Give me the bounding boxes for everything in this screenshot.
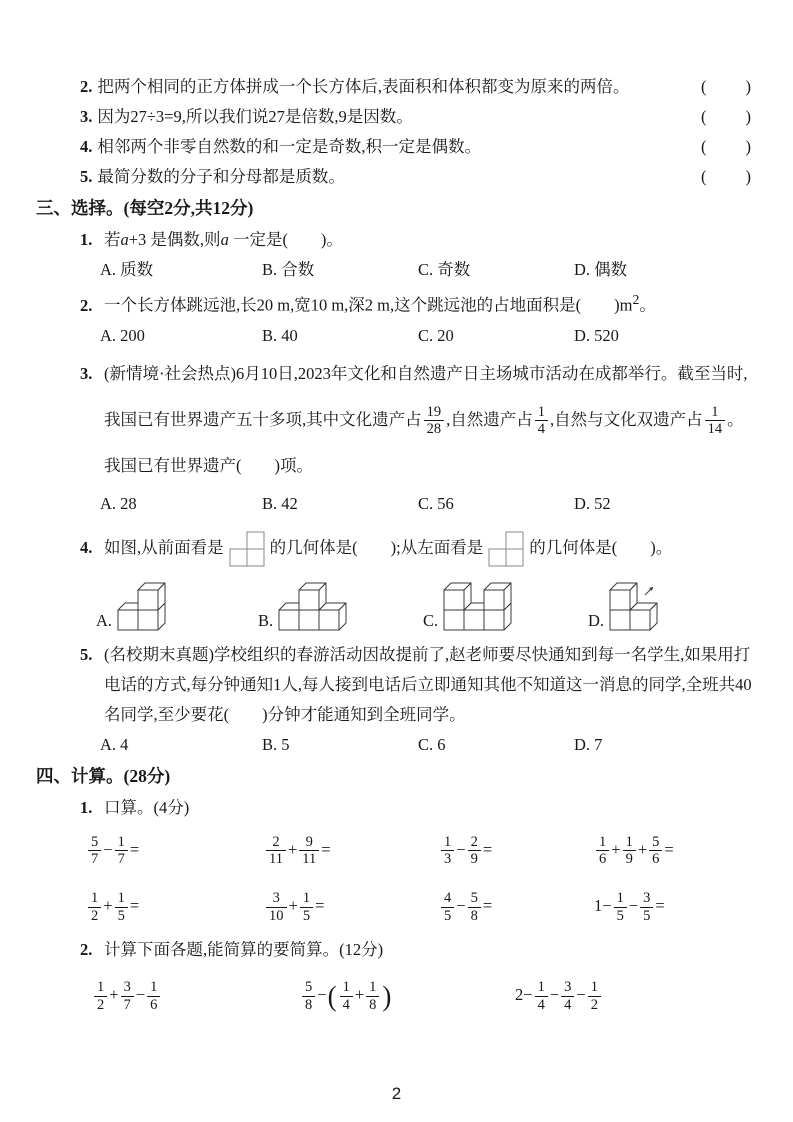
oral-calc-title — [36, 793, 753, 823]
question-text: (新情境·社会热点)6月10日,2023年文化和自然遗产日主场城市活动在成都举行。截至当时,我国已有世界遗产五十多项,其中文化遗产占 $\frac{19}{28}$ ,自然遗产占 $\frac{1}{4}$ ,自然与文化双遗产占 $\frac{1}{14}$ 。我国已有世界遗产( )项。 — [104, 363, 748, 475]
cube-figure — [116, 581, 167, 632]
choice-option: D. 偶数 — [574, 260, 628, 279]
item-number: 5. — [80, 167, 93, 186]
view-shape — [488, 531, 524, 567]
true-false-section — [36, 72, 753, 192]
item-text: 把两个相同的正方体拼成一个长方体后,表面积和体积都变为原来的两倍。 — [97, 77, 630, 96]
option-label: D. — [588, 610, 605, 630]
choice-option: A. 4 — [100, 734, 129, 754]
item-text: 相邻两个非零自然数的和一定是奇数,积一定是偶数。 — [97, 137, 481, 156]
true-false-item — [36, 72, 753, 102]
choice-option-figure — [96, 581, 258, 632]
calc-expression: $\frac{2}{11}$ + $\frac{9}{11}$ = — [264, 834, 439, 868]
choice-option: D. 52 — [574, 493, 611, 513]
choice-option: D. 520 — [574, 325, 619, 345]
calc-expression: $\frac{1}{6}$ + $\frac{1}{9}$ + $\frac{5}{6}$ = — [594, 834, 753, 868]
choice-option: C. 6 — [418, 734, 446, 754]
choice-option: A. 28 — [100, 493, 137, 513]
choice-question-1 — [36, 225, 753, 255]
calc-expression: $\frac{3}{10}$ + $\frac{1}{5}$ = — [264, 890, 439, 924]
choice-option: B. 40 — [262, 325, 298, 345]
calc-expression: $\frac{5}{8}$ −( $\frac{1}{4}$ + $\frac{1}{8}$ ) — [300, 979, 515, 1013]
answer-parentheses: ( ) — [701, 77, 753, 96]
choice-section-header: 三、选择。(每空2分,共12分) — [36, 198, 254, 218]
item-text: 最简分数的分子和分母都是质数。 — [97, 167, 345, 186]
cube-figure — [277, 581, 348, 632]
question-number: 5. — [80, 644, 93, 664]
question-text: 计算下面各题,能简算的要简算。(12分) — [104, 940, 384, 960]
oral-calc-row-2 — [86, 879, 753, 935]
calc-expression: $\frac{1}{2}$ + $\frac{1}{5}$ = — [86, 890, 264, 924]
question-number: 3. — [80, 363, 93, 383]
item-number: 3. — [80, 107, 93, 126]
simplify-calc-title — [36, 935, 753, 965]
question-text: 一个长方体跳远池,长20 m,宽10 m,深2 m,这个跳远池的占地面积是( )$m^2$。 — [104, 292, 656, 315]
item-number: 2. — [80, 77, 93, 96]
choice-question-2 — [36, 285, 753, 321]
choice-option: C. 20 — [418, 325, 454, 345]
choice-option: C. 56 — [418, 493, 454, 513]
choice-options-1 — [100, 255, 753, 285]
choice-question-5 — [36, 640, 753, 730]
option-label: B. — [258, 610, 274, 630]
question-number: 2. — [80, 295, 93, 315]
choice-option: D. 7 — [574, 734, 603, 754]
choice-option: A. 200 — [100, 325, 145, 345]
question-number: 4. — [80, 537, 93, 557]
simplify-calc-row — [92, 965, 753, 1027]
question-text: 如图,从前面看是 的几何体是( );从左面看是 的几何体是( )。 — [104, 519, 753, 577]
choice-option: B. 5 — [262, 734, 290, 754]
choice-question-3 — [36, 351, 753, 489]
item-number: 4. — [80, 137, 93, 156]
page-number: 2 — [391, 1084, 402, 1103]
choice-option-figure — [258, 581, 423, 632]
calc-expression: 1− $\frac{1}{5}$ − $\frac{3}{5}$ = — [594, 889, 665, 924]
question-text: 口算。(4分) — [104, 797, 190, 817]
option-label: A. — [96, 610, 113, 630]
choice-question-4 — [36, 519, 753, 577]
oral-calc-row-1 — [86, 823, 753, 879]
view-shape — [229, 531, 265, 567]
true-false-item — [36, 162, 753, 192]
choice-option-figure — [423, 581, 588, 632]
question-text: 若a+3 是偶数,则a 一定是( )。 — [104, 230, 343, 249]
choice-options-3 — [100, 489, 753, 519]
question-number: 1. — [80, 797, 93, 817]
choice-option-figure — [588, 581, 753, 632]
choice-options-5 — [100, 730, 753, 760]
choice-options-4-figures — [96, 577, 753, 640]
calc-expression: $\frac{1}{2}$ + $\frac{3}{7}$ − $\frac{1}{6}$ — [92, 979, 300, 1013]
question-number: 2. — [80, 940, 93, 960]
choice-option: B. 合数 — [262, 260, 315, 279]
choice-options-2 — [100, 321, 753, 351]
calc-expression: $\frac{1}{3}$ − $\frac{2}{9}$ = — [439, 834, 594, 868]
option-label: C. — [423, 610, 439, 630]
cube-figure — [608, 581, 667, 632]
calc-expression: $\frac{4}{5}$ − $\frac{5}{8}$ = — [439, 890, 594, 924]
calc-expression: $\frac{5}{7}$ − $\frac{1}{7}$ = — [86, 834, 264, 868]
question-text: (名校期末真题)学校组织的春游活动因故提前了,赵老师要尽快通知到每一名学生,如果用打电话的方式,每分钟通知1人,每人接到电话后立即通知其他不知道这一消息的同学,全班共40名同学,至少要花( )分钟才能通知到全班同学。 — [104, 644, 752, 724]
true-false-item — [36, 132, 753, 162]
item-text: 因为27÷3=9,所以我们说27是倍数,9是因数。 — [97, 107, 413, 126]
calc-section-header: 四、计算。(28分) — [36, 765, 171, 786]
choice-option: C. 奇数 — [418, 260, 471, 279]
question-number: 1. — [80, 230, 93, 249]
answer-parentheses: ( ) — [701, 137, 753, 156]
answer-parentheses: ( ) — [701, 107, 753, 126]
choice-option: B. 42 — [262, 493, 298, 513]
calc-expression: 2− $\frac{1}{4}$ − $\frac{3}{4}$ − $\frac{1}{2}$ — [515, 979, 753, 1013]
cube-figure — [442, 581, 513, 632]
true-false-item — [36, 102, 753, 132]
answer-parentheses: ( ) — [701, 167, 753, 186]
choice-option: A. 质数 — [100, 260, 154, 279]
